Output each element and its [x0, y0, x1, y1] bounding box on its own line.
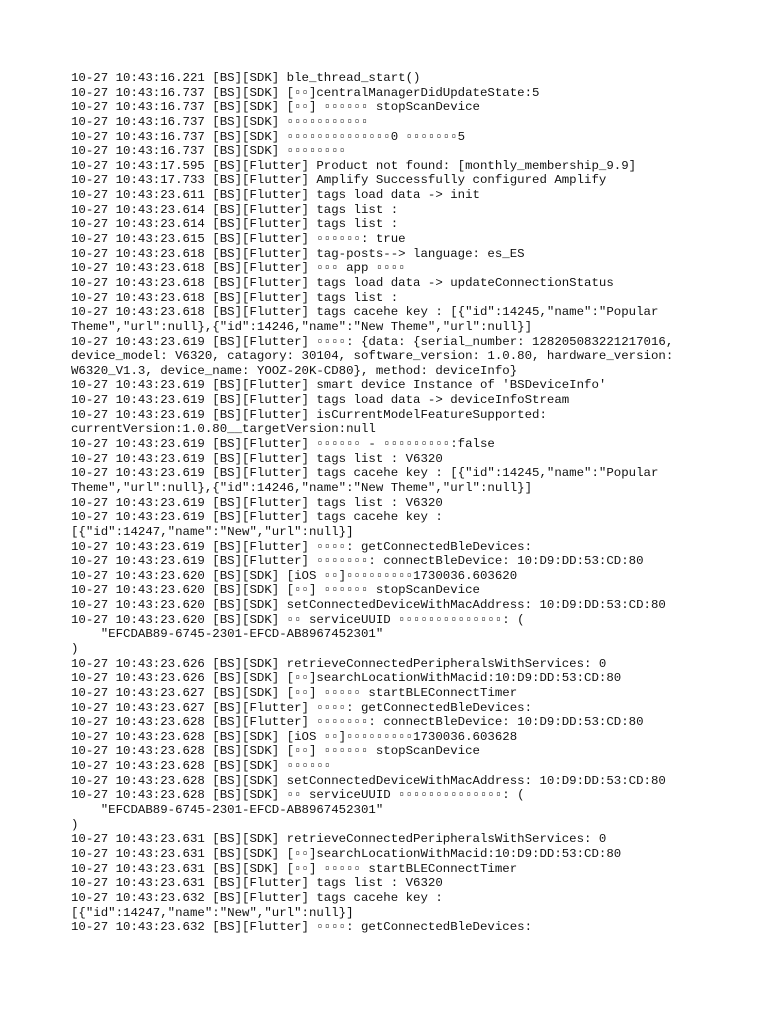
log-line: 10-27 10:43:23.632 [BS][Flutter] ▫▫▫▫: getConnectedBleDevices: [71, 920, 533, 935]
log-line: 10-27 10:43:23.631 [BS][SDK] [▫▫] ▫▫▫▫▫ startBLEConnectTimer [71, 861, 518, 876]
log-line: 10-27 10:43:23.620 [BS][SDK] ▫▫ serviceUUID ▫▫▫▫▫▫▫▫▫▫▫▫▫▫: ( [71, 612, 525, 627]
log-line: 10-27 10:43:23.618 [BS][Flutter] tags list : [71, 290, 399, 305]
log-line: 10-27 10:43:16.737 [BS][SDK] ▫▫▫▫▫▫▫▫▫▫▫ [71, 114, 369, 129]
log-line: 10-27 10:43:23.615 [BS][Flutter] ▫▫▫▫▫▫: true [71, 232, 406, 247]
log-line: [{"id":14247,"name":"New","url":null}] [71, 905, 354, 920]
log-line: 10-27 10:43:23.631 [BS][SDK] retrieveConnectedPeripheralsWithServices: 0 [71, 832, 607, 847]
log-line: 10-27 10:43:23.618 [BS][Flutter] ▫▫▫ app ▫▫▫▫ [71, 261, 406, 276]
log-line: 10-27 10:43:23.619 [BS][Flutter] ▫▫▫▫▫▫▫: connectBleDevice: 10:D9:DD:53:CD:80 [71, 554, 644, 569]
log-line: 10-27 10:43:16.737 [BS][SDK] ▫▫▫▫▫▫▫▫▫▫▫▫▫▫0 ▫▫▫▫▫▫▫5 [71, 129, 466, 144]
log-line: 10-27 10:43:23.619 [BS][Flutter] smart device Instance of 'BSDeviceInfo' [71, 378, 607, 393]
log-line: 10-27 10:43:23.628 [BS][SDK] ▫▫▫▫▫▫ [71, 759, 332, 774]
log-line: 10-27 10:43:23.627 [BS][SDK] [▫▫] ▫▫▫▫▫ startBLEConnectTimer [71, 685, 518, 700]
log-line: 10-27 10:43:23.619 [BS][Flutter] ▫▫▫▫: {data: {serial_number: 128205083221217016, [71, 334, 674, 349]
log-line: 10-27 10:43:23.619 [BS][Flutter] ▫▫▫▫: getConnectedBleDevices: [71, 539, 533, 554]
log-line: ) [71, 817, 79, 832]
log-line: Theme","url":null},{"id":14246,"name":"New Theme","url":null}] [71, 480, 533, 495]
log-line: 10-27 10:43:23.614 [BS][Flutter] tags list : [71, 217, 399, 232]
log-line: 10-27 10:43:23.619 [BS][Flutter] isCurrentModelFeatureSupported: [71, 407, 547, 422]
log-line: 10-27 10:43:23.620 [BS][SDK] [iOS ▫▫]▫▫▫▫▫▫▫▫▫1730036.603620 [71, 568, 518, 583]
log-line: 10-27 10:43:23.628 [BS][SDK] ▫▫ serviceUUID ▫▫▫▫▫▫▫▫▫▫▫▫▫▫: ( [71, 788, 525, 803]
log-line: 10-27 10:43:23.628 [BS][SDK] [iOS ▫▫]▫▫▫▫▫▫▫▫▫1730036.603628 [71, 729, 518, 744]
log-line: 10-27 10:43:23.627 [BS][Flutter] ▫▫▫▫: getConnectedBleDevices: [71, 700, 533, 715]
log-line: 10-27 10:43:23.619 [BS][Flutter] tags cacehe key : [71, 510, 443, 525]
log-line: 10-27 10:43:23.619 [BS][Flutter] ▫▫▫▫▫▫ - ▫▫▫▫▫▫▫▫▫:false [71, 437, 495, 452]
log-line: 10-27 10:43:16.737 [BS][SDK] [▫▫] ▫▫▫▫▫▫ stopScanDevice [71, 100, 480, 115]
log-line: 10-27 10:43:23.618 [BS][Flutter] tags cacehe key : [{"id":14245,"name":"Popular [71, 305, 659, 320]
log-line: 10-27 10:43:23.620 [BS][SDK] [▫▫] ▫▫▫▫▫▫ stopScanDevice [71, 583, 480, 598]
log-line: 10-27 10:43:23.618 [BS][Flutter] tag-posts--> language: es_ES [71, 246, 525, 261]
log-line: "EFCDAB89-6745-2301-EFCD-AB8967452301" [71, 627, 384, 642]
log-line: 10-27 10:43:16.221 [BS][SDK] ble_thread_start() [71, 71, 421, 85]
log-line: 10-27 10:43:23.626 [BS][SDK] [▫▫]searchLocationWithMacid:10:D9:DD:53:CD:80 [71, 671, 622, 686]
log-line: 10-27 10:43:23.618 [BS][Flutter] tags load data -> updateConnectionStatus [71, 275, 614, 290]
log-line: ) [71, 641, 79, 656]
log-line: [{"id":14247,"name":"New","url":null}] [71, 524, 354, 539]
log-line: 10-27 10:43:23.619 [BS][Flutter] tags load data -> deviceInfoStream [71, 393, 570, 408]
log-line: W6320_V1.3, device_name: YOOZ-20K-CD80}, method: deviceInfo} [71, 363, 518, 378]
log-line: 10-27 10:43:17.595 [BS][Flutter] Product not found: [monthly_membership_9.9] [71, 158, 637, 173]
log-line: 10-27 10:43:23.628 [BS][SDK] setConnectedDeviceWithMacAddress: 10:D9:DD:53:CD:80 [71, 773, 666, 788]
log-line: 10-27 10:43:16.737 [BS][SDK] [▫▫]centralManagerDidUpdateState:5 [71, 85, 540, 100]
log-line: 10-27 10:43:23.628 [BS][SDK] [▫▫] ▫▫▫▫▫▫ stopScanDevice [71, 744, 480, 759]
log-line: Theme","url":null},{"id":14246,"name":"New Theme","url":null}] [71, 319, 533, 334]
log-line: 10-27 10:43:23.631 [BS][Flutter] tags list : V6320 [71, 876, 443, 891]
log-line: 10-27 10:43:23.631 [BS][SDK] [▫▫]searchLocationWithMacid:10:D9:DD:53:CD:80 [71, 846, 622, 861]
log-line: 10-27 10:43:23.619 [BS][Flutter] tags cacehe key : [{"id":14245,"name":"Popular [71, 466, 659, 481]
log-line: 10-27 10:43:23.614 [BS][Flutter] tags list : [71, 202, 399, 217]
log-line: 10-27 10:43:23.619 [BS][Flutter] tags list : V6320 [71, 451, 443, 466]
log-line: 10-27 10:43:16.737 [BS][SDK] ▫▫▫▫▫▫▫▫ [71, 144, 347, 159]
log-line: 10-27 10:43:23.620 [BS][SDK] setConnectedDeviceWithMacAddress: 10:D9:DD:53:CD:80 [71, 598, 666, 613]
log-line: device_model: V6320, catagory: 30104, software_version: 1.0.80, hardware_version: [71, 349, 674, 364]
log-line: currentVersion:1.0.80__targetVersion:null [71, 422, 376, 437]
log-line: 10-27 10:43:17.733 [BS][Flutter] Amplify Successfully configured Amplify [71, 173, 607, 188]
log-line: 10-27 10:43:23.619 [BS][Flutter] tags list : V6320 [71, 495, 443, 510]
log-line: 10-27 10:43:23.626 [BS][SDK] retrieveConnectedPeripheralsWithServices: 0 [71, 656, 607, 671]
log-line: 10-27 10:43:23.632 [BS][Flutter] tags cacehe key : [71, 890, 443, 905]
log-line: "EFCDAB89-6745-2301-EFCD-AB8967452301" [71, 803, 384, 818]
log-line: 10-27 10:43:23.611 [BS][Flutter] tags load data -> init [71, 188, 480, 203]
log-line: 10-27 10:43:23.628 [BS][Flutter] ▫▫▫▫▫▫▫: connectBleDevice: 10:D9:DD:53:CD:80 [71, 715, 644, 730]
